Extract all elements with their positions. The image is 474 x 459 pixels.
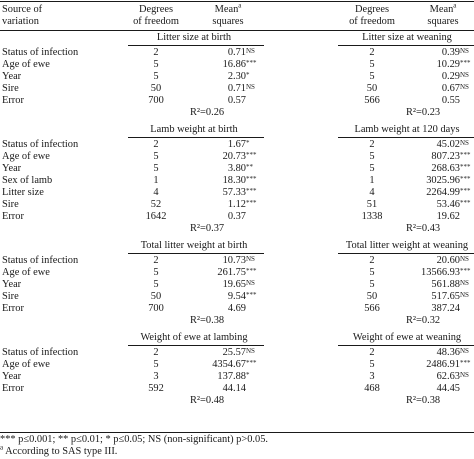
row-df-left: 3 bbox=[153, 371, 159, 382]
header-rule bbox=[0, 30, 474, 31]
row-source: Age of ewe bbox=[2, 151, 50, 162]
row-ms-right: 387.24 bbox=[431, 303, 460, 314]
row-sig-right: NS bbox=[460, 347, 469, 355]
row-ms-right: 53.46 bbox=[436, 199, 460, 210]
bottom-rule bbox=[0, 432, 474, 433]
row-ms-left: 1.12 bbox=[227, 199, 246, 210]
row-ms-right: 48.36 bbox=[436, 347, 460, 358]
row-source: Error bbox=[2, 211, 24, 222]
header-source-line2: variation bbox=[2, 16, 39, 27]
row-df-left: 5 bbox=[153, 279, 159, 290]
section-underline-right bbox=[338, 137, 474, 138]
row-sig-left: * bbox=[246, 371, 250, 379]
row-source: Sire bbox=[2, 83, 19, 94]
row-ms-left: 19.65 bbox=[222, 279, 246, 290]
row-ms-left: 10.73 bbox=[222, 255, 246, 266]
section-underline-left bbox=[128, 345, 264, 346]
row-df-right: 5 bbox=[369, 71, 375, 82]
row-df-left: 700 bbox=[148, 95, 164, 106]
row-df-right: 2 bbox=[369, 255, 375, 266]
row-sig-left: ** bbox=[246, 163, 253, 171]
row-sig-left: *** bbox=[246, 291, 257, 299]
section-underline-left bbox=[128, 137, 264, 138]
row-ms-right: 45.02 bbox=[436, 139, 460, 150]
section-title-left: Total litter weight at birth bbox=[140, 240, 248, 251]
row-ms-right: 13566.93 bbox=[421, 267, 460, 278]
row-df-left: 5 bbox=[153, 151, 159, 162]
section-title-right: Litter size at weaning bbox=[362, 32, 452, 43]
row-r2-left: R²=0.26 bbox=[190, 107, 225, 118]
section-title-right: Weight of ewe at weaning bbox=[352, 332, 462, 343]
header-df-right: Degrees of freedom bbox=[349, 4, 395, 27]
row-ms-right: 19.62 bbox=[436, 211, 460, 222]
row-ms-right: 0.67 bbox=[441, 83, 460, 94]
row-ms-right: 0.39 bbox=[441, 47, 460, 58]
row-df-left: 5 bbox=[153, 71, 159, 82]
section-underline-left bbox=[128, 253, 264, 254]
row-ms-left: 0.57 bbox=[227, 95, 246, 106]
row-sig-right: *** bbox=[460, 187, 471, 195]
row-df-right: 4 bbox=[369, 187, 375, 198]
row-df-right: 5 bbox=[369, 163, 375, 174]
row-source: Litter size bbox=[2, 187, 44, 198]
row-ms-right: 0.29 bbox=[441, 71, 460, 82]
row-df-left: 1642 bbox=[145, 211, 167, 222]
row-sig-right: NS bbox=[460, 371, 469, 379]
row-df-left: 2 bbox=[153, 347, 159, 358]
row-df-right: 468 bbox=[364, 383, 380, 394]
row-r2-left: R²=0.38 bbox=[190, 315, 225, 326]
row-r2-right: R²=0.38 bbox=[406, 395, 441, 406]
row-r2-right: R²=0.32 bbox=[406, 315, 441, 326]
section-underline-left bbox=[128, 45, 264, 46]
row-ms-left: 25.57 bbox=[222, 347, 246, 358]
row-r2-right: R²=0.23 bbox=[406, 107, 441, 118]
row-df-right: 2 bbox=[369, 347, 375, 358]
row-ms-left: 16.86 bbox=[222, 59, 246, 70]
row-ms-left: 137.88 bbox=[217, 371, 246, 382]
row-ms-right: 517.65 bbox=[431, 291, 460, 302]
header-ms-left: Mean$^a$ squares bbox=[212, 1, 244, 27]
row-df-right: 5 bbox=[369, 267, 375, 278]
row-sig-right: *** bbox=[460, 59, 471, 67]
section-title-left: Litter size at birth bbox=[156, 32, 232, 43]
row-ms-left: 18.30 bbox=[222, 175, 246, 186]
section-title-left: Weight of ewe at lambing bbox=[140, 332, 248, 343]
row-df-right: 2 bbox=[369, 139, 375, 150]
row-sig-right: *** bbox=[460, 163, 471, 171]
row-df-right: 5 bbox=[369, 59, 375, 70]
row-source: Age of ewe bbox=[2, 267, 50, 278]
row-df-right: 566 bbox=[364, 303, 380, 314]
row-df-left: 1 bbox=[153, 175, 159, 186]
row-source: Year bbox=[2, 163, 22, 174]
row-sig-left: *** bbox=[246, 151, 257, 159]
row-sig-right: NS bbox=[460, 71, 469, 79]
row-r2-left: R²=0.37 bbox=[190, 223, 225, 234]
row-source: Status of infection bbox=[2, 347, 79, 358]
row-sig-left: *** bbox=[246, 175, 257, 183]
row-sig-right: NS bbox=[460, 47, 469, 55]
row-sig-left: NS bbox=[246, 279, 255, 287]
top-rule bbox=[0, 1, 474, 2]
row-sig-right: *** bbox=[460, 151, 471, 159]
row-df-right: 50 bbox=[366, 83, 378, 94]
row-df-right: 5 bbox=[369, 279, 375, 290]
row-source: Year bbox=[2, 371, 22, 382]
row-ms-left: 4.69 bbox=[227, 303, 246, 314]
section-underline-right bbox=[338, 45, 474, 46]
row-sig-right: *** bbox=[460, 359, 471, 367]
row-df-right: 1338 bbox=[361, 211, 383, 222]
row-sig-left: * bbox=[246, 139, 250, 147]
section-title-right: Lamb weight at 120 days bbox=[354, 124, 460, 135]
row-df-right: 50 bbox=[366, 291, 378, 302]
section-underline-right bbox=[338, 253, 474, 254]
row-source: Sire bbox=[2, 291, 19, 302]
row-df-right: 2 bbox=[369, 47, 375, 58]
row-df-right: 3 bbox=[369, 371, 375, 382]
row-ms-left: 261.75 bbox=[217, 267, 246, 278]
row-ms-left: 20.73 bbox=[222, 151, 246, 162]
row-ms-left: 3.80 bbox=[227, 163, 246, 174]
row-df-left: 50 bbox=[150, 291, 162, 302]
row-df-right: 566 bbox=[364, 95, 380, 106]
row-df-left: 2 bbox=[153, 255, 159, 266]
row-sig-left: *** bbox=[246, 267, 257, 275]
row-df-left: 4 bbox=[153, 187, 159, 198]
row-source: Status of infection bbox=[2, 139, 79, 150]
row-source: Sire bbox=[2, 199, 19, 210]
row-sig-left: NS bbox=[246, 255, 255, 263]
row-ms-right: 44.45 bbox=[436, 383, 460, 394]
row-r2-left: R²=0.48 bbox=[190, 395, 225, 406]
row-ms-left: 2.30 bbox=[227, 71, 246, 82]
row-sig-left: *** bbox=[246, 187, 257, 195]
row-df-left: 52 bbox=[150, 199, 162, 210]
row-df-left: 5 bbox=[153, 359, 159, 370]
row-ms-right: 62.63 bbox=[436, 371, 460, 382]
row-ms-right: 2264.99 bbox=[426, 187, 460, 198]
row-ms-left: 0.37 bbox=[227, 211, 246, 222]
row-ms-left: 9.54 bbox=[227, 291, 246, 302]
section-title-right: Total litter weight at weaning bbox=[345, 240, 469, 251]
row-sig-left: NS bbox=[246, 47, 255, 55]
row-sig-right: *** bbox=[460, 175, 471, 183]
row-df-left: 2 bbox=[153, 47, 159, 58]
row-source: Status of infection bbox=[2, 255, 79, 266]
row-source: Year bbox=[2, 279, 22, 290]
row-sig-left: * bbox=[246, 71, 250, 79]
header-source-line1: Source of bbox=[2, 4, 43, 15]
footnote-significance: *** p≤0.001; ** p≤0.01; * p≤0.05; NS (non-significant) p>0.05. bbox=[0, 434, 269, 445]
row-sig-right: NS bbox=[460, 255, 469, 263]
row-df-left: 5 bbox=[153, 59, 159, 70]
row-ms-right: 0.55 bbox=[441, 95, 460, 106]
row-ms-left: 44.14 bbox=[222, 383, 246, 394]
header-source bbox=[2, 4, 42, 28]
row-df-left: 2 bbox=[153, 139, 159, 150]
row-df-left: 700 bbox=[148, 303, 164, 314]
row-ms-right: 561.88 bbox=[431, 279, 460, 290]
row-sig-right: NS bbox=[460, 139, 469, 147]
row-sig-left: *** bbox=[246, 199, 257, 207]
row-source: Sex of lamb bbox=[2, 175, 53, 186]
row-source: Status of infection bbox=[2, 47, 79, 58]
row-ms-left: 0.71 bbox=[227, 47, 246, 58]
row-ms-right: 10.29 bbox=[436, 59, 460, 70]
row-source: Error bbox=[2, 95, 24, 106]
footnote-type: $^a$ According to SAS type III. bbox=[0, 443, 118, 457]
row-ms-left: 0.71 bbox=[227, 83, 246, 94]
row-ms-left: 57.33 bbox=[222, 187, 246, 198]
row-df-right: 51 bbox=[366, 199, 378, 210]
row-ms-right: 3025.96 bbox=[426, 175, 460, 186]
row-ms-left: 1.67 bbox=[227, 139, 246, 150]
header-df-left: Degrees of freedom bbox=[133, 4, 179, 27]
row-sig-left: *** bbox=[246, 59, 257, 67]
row-sig-right: NS bbox=[460, 83, 469, 91]
row-sig-right: NS bbox=[460, 291, 469, 299]
row-sig-left: NS bbox=[246, 83, 255, 91]
row-r2-right: R²=0.43 bbox=[406, 223, 441, 234]
row-df-right: 5 bbox=[369, 151, 375, 162]
row-ms-left: 4354.67 bbox=[212, 359, 246, 370]
row-ms-right: 20.60 bbox=[436, 255, 460, 266]
header-ms-right: Mean$^a$ squares bbox=[427, 1, 459, 27]
row-df-left: 5 bbox=[153, 163, 159, 174]
row-source: Age of ewe bbox=[2, 359, 50, 370]
row-df-right: 1 bbox=[369, 175, 375, 186]
row-source: Error bbox=[2, 383, 24, 394]
row-source: Age of ewe bbox=[2, 59, 50, 70]
row-df-left: 5 bbox=[153, 267, 159, 278]
row-ms-right: 807.23 bbox=[431, 151, 460, 162]
row-sig-right: *** bbox=[460, 267, 471, 275]
row-source: Error bbox=[2, 303, 24, 314]
row-df-right: 5 bbox=[369, 359, 375, 370]
row-sig-right: NS bbox=[460, 279, 469, 287]
row-df-left: 50 bbox=[150, 83, 162, 94]
row-df-left: 592 bbox=[148, 383, 164, 394]
section-underline-right bbox=[338, 345, 474, 346]
row-sig-left: NS bbox=[246, 347, 255, 355]
row-sig-left: *** bbox=[246, 359, 257, 367]
row-ms-right: 268.63 bbox=[431, 163, 460, 174]
row-sig-right: *** bbox=[460, 199, 471, 207]
section-title-left: Lamb weight at birth bbox=[150, 124, 238, 135]
row-ms-right: 2486.91 bbox=[426, 359, 460, 370]
row-source: Year bbox=[2, 71, 22, 82]
